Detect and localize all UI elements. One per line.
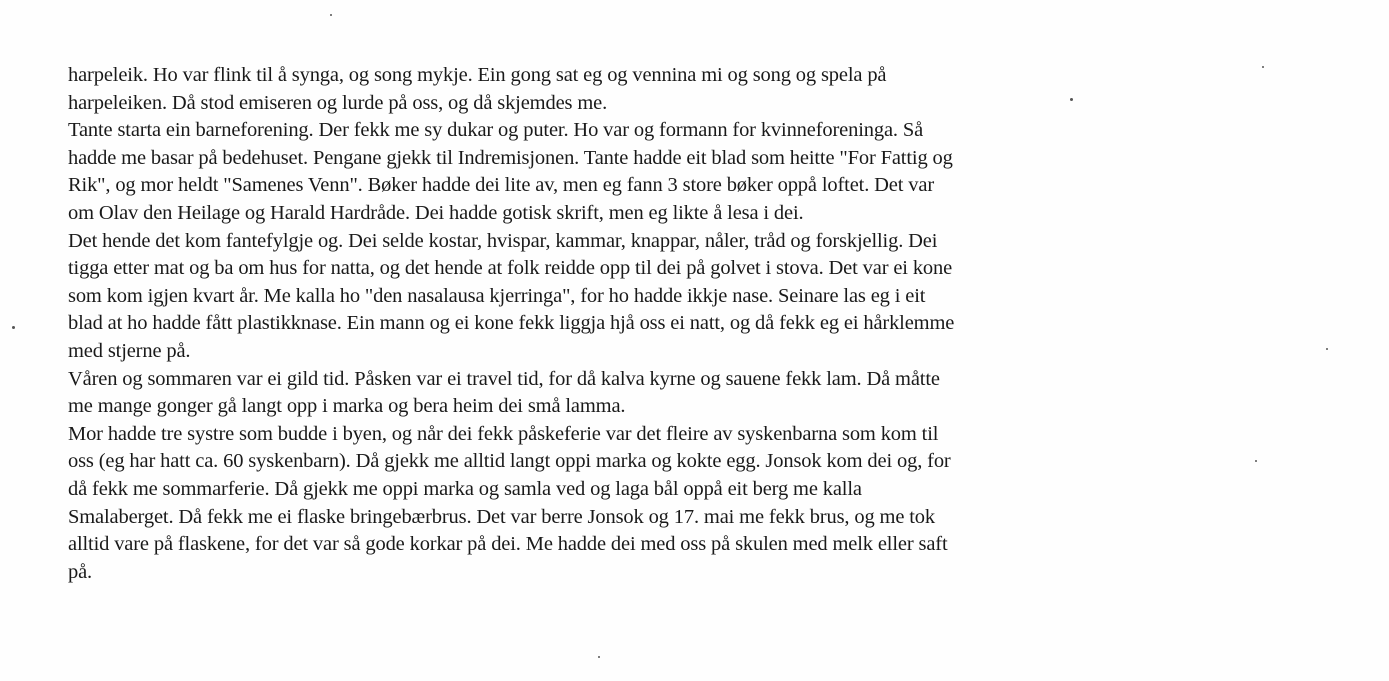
scan-speck: [1262, 66, 1264, 68]
scan-speck: [598, 656, 600, 658]
scan-speck: [330, 14, 332, 16]
text-line: blad at ho hadde fått plastikknase. Ein mann og ei kone fekk liggja hjå oss ei natt, og då fekk eg ei hårklemme: [68, 312, 955, 335]
body-text: [68, 62, 1378, 586]
text-line: oss (eg har hatt ca. 60 syskenbarn). Då gjekk me alltid langt oppi marka og kokte egg. Jonsok kom dei og, for: [68, 450, 951, 473]
text-line: Tante starta ein barneforening. Der fekk me sy dukar og puter. Ho var og formann for kvinneforeninga. Så: [68, 119, 924, 142]
text-line: Smalaberget. Då fekk me ei flaske bringebærbrus. Det var berre Jonsok og 17. mai me fekk brus, og me tok: [68, 505, 935, 528]
text-line: Våren og sommaren var ei gild tid. Påsken var ei travel tid, for då kalva kyrne og sauene fekk lam. Då måtte: [68, 367, 940, 390]
text-line: om Olav den Heilage og Harald Hardråde. Dei hadde gotisk skrift, men eg likte å lesa i dei.: [68, 201, 804, 224]
text-line: me mange gonger gå langt opp i marka og bera heim dei små lamma.: [68, 395, 626, 418]
scan-speck: [12, 326, 15, 329]
text-line: hadde me basar på bedehuset. Pengane gjekk til Indremisjonen. Tante hadde eit blad som heitte "For Fattig og: [68, 146, 953, 169]
text-line: som kom igjen kvart år. Me kalla ho "den nasalausa kjerringa", for ho hadde ikkje nase. Seinare las eg i eit: [68, 284, 926, 307]
text-line: harpeleik. Ho var flink til å synga, og song mykje. Ein gong sat eg og vennina mi og song og spela på: [68, 64, 887, 86]
text-line: Rik", og mor heldt "Samenes Venn". Bøker hadde dei lite av, men eg fann 3 store bøker oppå loftet. Det var: [68, 174, 934, 197]
text-line: då fekk me sommarferie. Då gjekk me oppi marka og samla ved og laga bål oppå eit berg me kalla: [68, 477, 862, 500]
scan-speck: [1326, 348, 1328, 350]
text-line: harpeleiken. Då stod emiseren og lurde på oss, og då skjemdes me.: [68, 91, 608, 114]
text-line: Mor hadde tre systre som budde i byen, og når dei fekk påskeferie var det fleire av syskenbarna som kom til: [68, 422, 939, 445]
scan-speck: [1255, 460, 1257, 462]
text-line: på.: [68, 560, 93, 583]
text-line: Det hende det kom fantefylgje og. Dei selde kostar, hvispar, kammar, knappar, nåler, tråd og forskjellig. Dei: [68, 229, 938, 252]
text-line: tigga etter mat og ba om hus for natta, og det hende at folk reidde opp til dei på golvet i stova. Det var ei kone: [68, 257, 953, 280]
text-line: med stjerne på.: [68, 339, 191, 362]
scan-speck: [1070, 98, 1073, 101]
text-line: alltid vare på flaskene, for det var så gode korkar på dei. Me hadde dei med oss på skulen med melk eller saft: [68, 533, 948, 556]
